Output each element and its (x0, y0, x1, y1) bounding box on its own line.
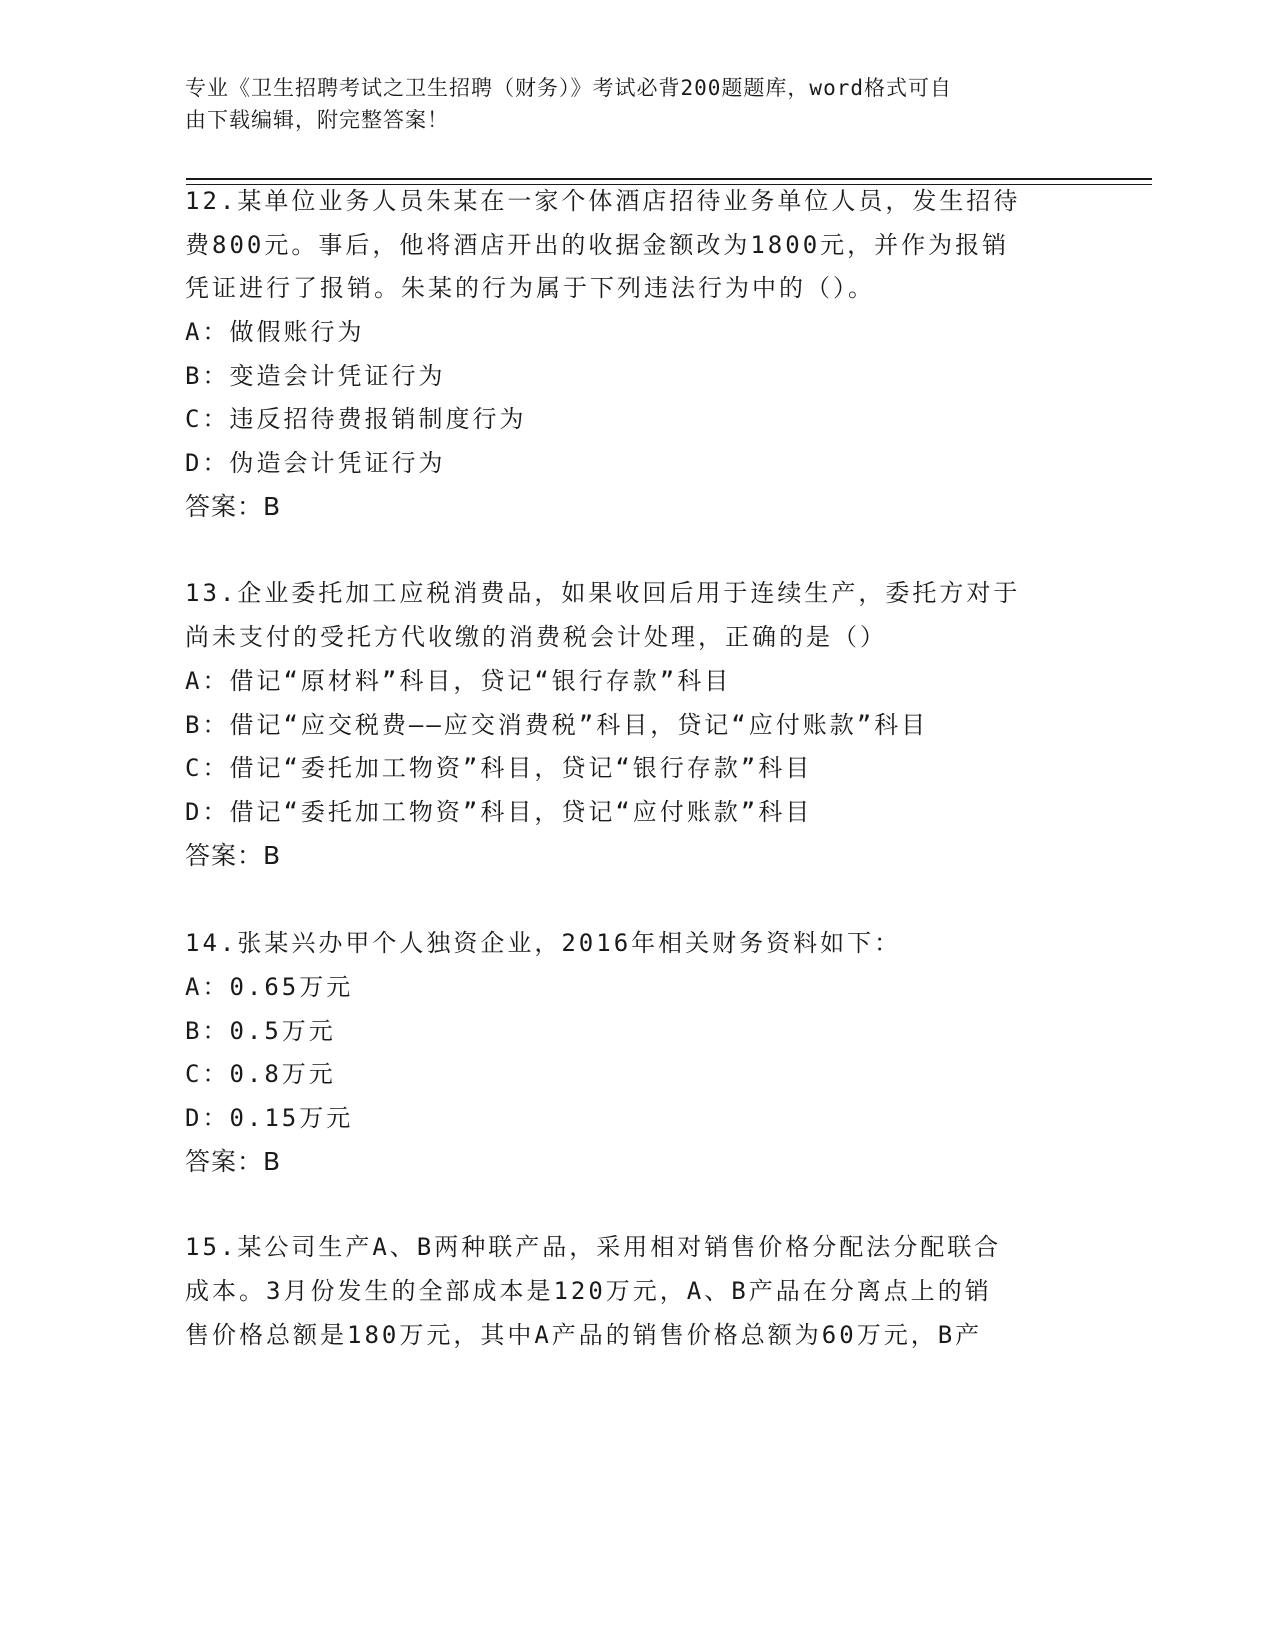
option-d: D：借记“委托加工物资”科目，贷记“应付账款”科目 (185, 798, 813, 826)
answer-label: 答案：B (185, 1147, 282, 1176)
question-stem-line: 售价格总额是180万元，其中A产品的销售价格总额为60万元，B产 (185, 1321, 983, 1349)
header-divider-thick (186, 178, 1152, 180)
header-line-1: 专业《卫生招聘考试之卫生招聘（财务）》考试必背200题题库，word格式可自 (185, 76, 952, 100)
option-a: A：0.65万元 (185, 973, 354, 1001)
option-a: A：借记“原材料”科目，贷记“银行存款”科目 (185, 667, 732, 695)
option-d: D：伪造会计凭证行为 (185, 449, 446, 477)
question-stem-line: 尚未支付的受托方代收缴的消费税会计处理，正确的是（） (185, 623, 887, 651)
option-a: A：做假账行为 (185, 318, 365, 346)
question-stem-line: 凭证进行了报销。朱某的行为属于下列违法行为中的（）。 (185, 274, 875, 302)
option-c: C：借记“委托加工物资”科目，贷记“银行存款”科目 (185, 754, 813, 782)
option-b: B：借记“应交税费——应交消费税”科目，贷记“应付账款”科目 (185, 711, 929, 739)
question-stem-line: 12.某单位业务人员朱某在一家个体酒店招待业务单位人员，发生招待 (185, 187, 1021, 215)
header-divider-thin (186, 184, 1152, 185)
question-stem-line: 15.某公司生产A、B两种联产品，采用相对销售价格分配法分配联合 (185, 1233, 1002, 1261)
document-header (185, 72, 1065, 136)
header-line-2: 由下载编辑，附完整答案！ (185, 108, 449, 132)
option-b: B：变造会计凭证行为 (185, 362, 446, 390)
option-c: C：0.8万元 (185, 1060, 336, 1088)
question-stem-line: 成本。3月份发生的全部成本是120万元，A、B产品在分离点上的销 (185, 1277, 992, 1305)
option-c: C：违反招待费报销制度行为 (185, 405, 527, 433)
option-d: D：0.15万元 (185, 1104, 354, 1132)
answer-label: 答案：B (185, 492, 282, 521)
option-b: B：0.5万元 (185, 1017, 336, 1045)
question-stem-line: 14.张某兴办甲个人独资企业，2016年相关财务资料如下： (185, 929, 902, 957)
answer-label: 答案：B (185, 841, 282, 870)
question-stem-line: 费800元。事后，他将酒店开出的收据金额改为1800元，并作为报销 (185, 231, 1010, 259)
question-stem-line: 13.企业委托加工应税消费品，如果收回后用于连续生产，委托方对于 (185, 579, 1021, 607)
